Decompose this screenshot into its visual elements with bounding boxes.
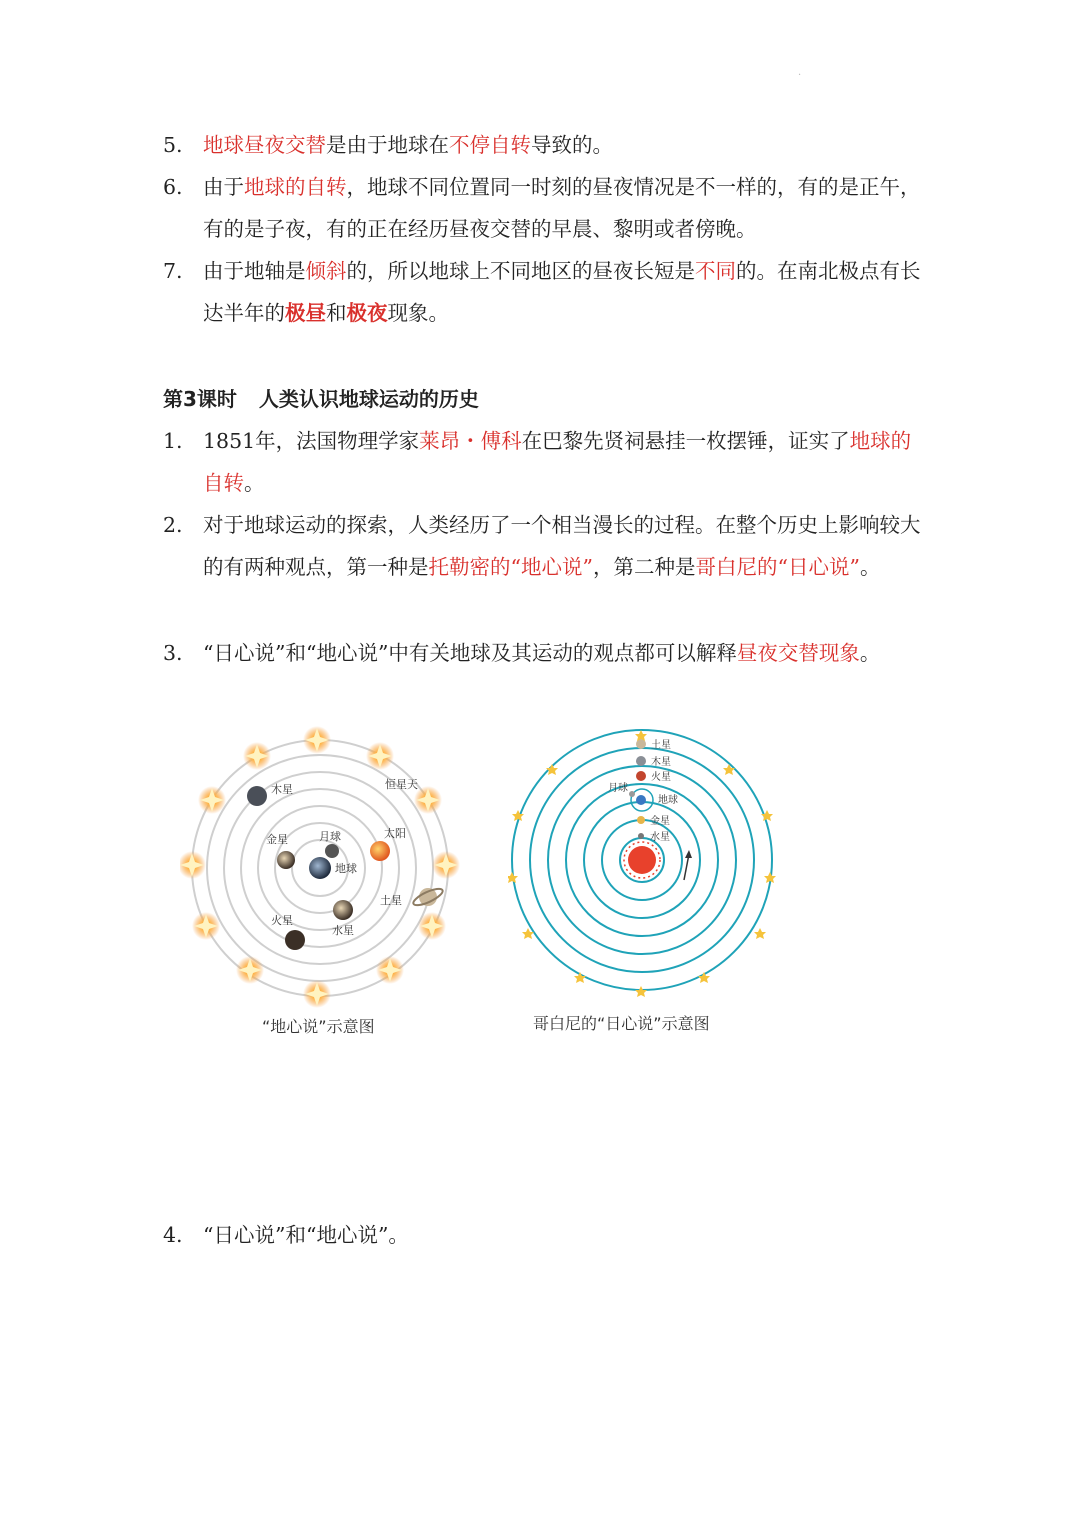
item-number: 6. <box>163 175 183 199</box>
text-segment: 和 <box>326 301 347 325</box>
label-jupiter: 木星 <box>271 783 293 796</box>
text-segment: 的，所以地球上不同地区的昼夜长短是 <box>346 259 695 283</box>
label-earth: 地球 <box>335 862 357 875</box>
item-number: 3. <box>163 641 183 665</box>
text-segment: 是由于地球在 <box>326 133 449 157</box>
mercury-icon <box>638 833 644 839</box>
label-saturn: 土星 <box>380 894 402 907</box>
moon-icon <box>325 844 339 858</box>
list-item-7 <box>163 250 923 334</box>
label-moon: 月球 <box>319 830 341 843</box>
text-segment: 地球的自转 <box>203 429 912 495</box>
page-mark: · <box>798 70 802 81</box>
label-fixed-stars: 恒星天 <box>385 778 418 791</box>
item-number: 4. <box>163 1223 183 1247</box>
text-segment: 倾斜 <box>305 259 347 283</box>
venus-icon <box>277 851 295 869</box>
text-segment: ，地球不同位置同一时刻的昼夜情况是不一样的，有的是正午，有的是子夜，有的正在经历昼夜交替的早晨、黎明或者傍晚。 <box>203 175 921 241</box>
text-segment: 现象。 <box>387 301 449 325</box>
label-mercury: 水星 <box>332 924 354 937</box>
text-segment: 极夜 <box>346 301 388 325</box>
list-item-2 <box>163 504 923 588</box>
text-segment: 地球昼夜交替 <box>203 133 326 157</box>
text-segment: 导致的。 <box>531 133 613 157</box>
label-earth: 地球 <box>658 795 678 806</box>
venus-icon <box>637 816 645 824</box>
item-number: 7. <box>163 259 183 283</box>
text-segment: 由于地轴是 <box>203 259 306 283</box>
item-text <box>203 124 923 166</box>
jupiter-icon <box>636 756 646 766</box>
text-segment: “日心说”和“地心说”中有关地球及其运动的观点都可以解释 <box>203 641 737 665</box>
text-segment: 昼夜交替现象 <box>736 641 860 665</box>
jupiter-icon <box>247 786 267 806</box>
item-text <box>203 420 923 504</box>
earth-icon <box>309 857 331 879</box>
geocentric-caption: “地心说”示意图 <box>262 1017 375 1036</box>
text-segment: 不停自转 <box>449 133 531 157</box>
text-segment: 托勒密的“地心说” <box>428 555 593 579</box>
label-mars: 火星 <box>651 772 671 783</box>
section-title: 人类认识地球运动的历史 <box>258 387 479 411</box>
item-number: 5. <box>163 133 183 157</box>
list-item-6 <box>163 166 923 250</box>
label-jupiter: 木星 <box>651 757 671 768</box>
section-heading <box>163 383 479 415</box>
text-segment: 。 <box>859 555 881 579</box>
label-mercury: 水星 <box>650 832 670 843</box>
text-segment: ，第二种是 <box>592 555 696 579</box>
text-segment: 的。在南北极点有长达半年的 <box>203 259 921 325</box>
text-segment: 。 <box>244 471 265 495</box>
saturn-icon <box>411 886 444 909</box>
mars-icon <box>636 771 646 781</box>
label-mars: 火星 <box>271 914 293 927</box>
label-moon: 月球 <box>608 783 628 794</box>
label-venus: 金星 <box>650 816 670 827</box>
label-saturn: 土星 <box>651 740 671 751</box>
text-segment: 莱昂・傅科 <box>419 429 522 453</box>
section-label: 第3课时 <box>163 387 237 411</box>
text-segment: 哥白尼的“日心说” <box>695 555 860 579</box>
text-segment: 不同 <box>695 259 736 283</box>
earth-icon <box>636 795 646 805</box>
item-text <box>203 250 923 334</box>
text-segment: 极昼 <box>285 301 326 325</box>
list-item-3 <box>163 632 923 674</box>
text-segment: 在巴黎先贤祠悬挂一枚摆锤，证实了 <box>521 429 850 453</box>
geocentric-diagram <box>180 722 470 1012</box>
sun-icon <box>370 841 390 861</box>
item-number: 2. <box>163 513 183 537</box>
sun-icon <box>624 842 660 878</box>
heliocentric-diagram <box>508 728 783 1003</box>
item-text <box>203 166 923 250</box>
item-number: 1. <box>163 429 183 453</box>
label-venus: 金星 <box>266 833 288 846</box>
item-text <box>203 632 923 674</box>
text-segment: 1851年，法国物理学家 <box>203 429 420 453</box>
item-text <box>203 504 923 588</box>
mars-icon <box>285 930 305 950</box>
text-segment: 对于地球运动的探索，人类经历了一个相当漫长的过程。在整个历史上影响较大的有两种观点，第一种是 <box>203 513 921 579</box>
label-sun: 太阳 <box>384 827 406 840</box>
mercury-icon <box>333 900 353 920</box>
list-item-5 <box>163 124 923 166</box>
item-text: “日心说”和“地心说”。 <box>203 1223 409 1247</box>
list-item-4 <box>163 1214 923 1256</box>
text-segment: 。 <box>859 641 881 665</box>
moon-icon <box>629 791 635 797</box>
text-segment: 由于 <box>203 175 244 199</box>
heliocentric-caption: 哥白尼的“日心说”示意图 <box>533 1014 710 1033</box>
text-segment: 地球的自转 <box>244 175 347 199</box>
list-item-1 <box>163 420 923 504</box>
